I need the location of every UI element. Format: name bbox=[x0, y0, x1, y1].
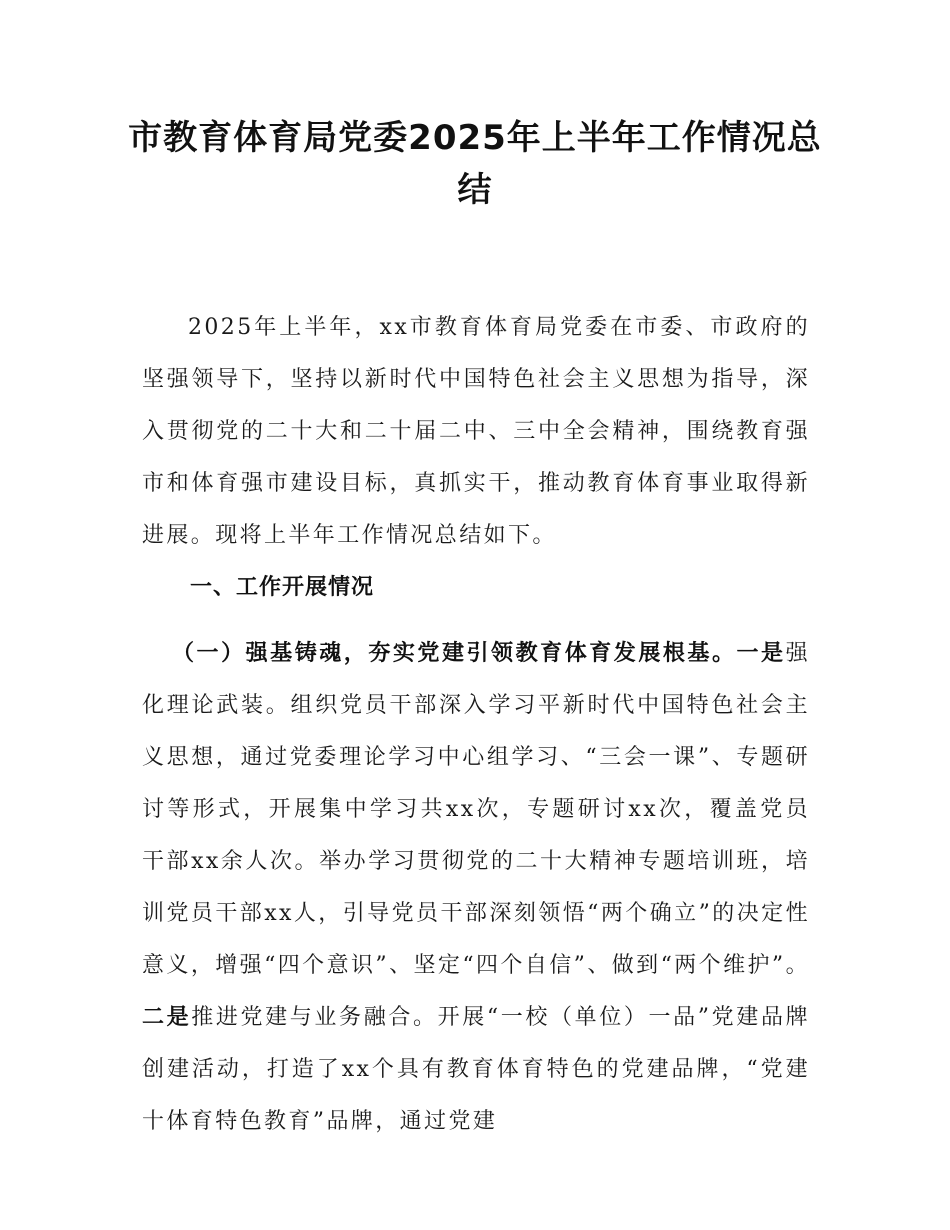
point1-text: 强化理论武装。组织党员干部深入学习平新时代中国特色社会主义思想，通过党委理论学习中心组学习、“三会一课”、专题研讨等形式，开展集中学习共xx次，专题研讨xx次，覆盖党员干部xx余人次。举办学习贯彻党的二十大精神专题培训班，培训党员干部xx人，引导党员干部深刻领悟“两个确立”的决定性意义，增强“四个意识”、坚定“四个自信”、做到“两个维护”。 bbox=[142, 641, 810, 978]
point1-label: 一是 bbox=[736, 641, 786, 666]
document-title: 市教育体育局党委2025年上半年工作情况总结 bbox=[128, 118, 822, 210]
subsection-paragraph bbox=[142, 628, 810, 1148]
point2-text: 推进党建与业务融合。开展“一校（单位）一品”党建品牌创建活动，打造了xx个具有教育体育特色的党建品牌，“党建十体育特色教育”品牌，通过党建 bbox=[142, 1005, 810, 1134]
intro-paragraph: 2025年上半年，xx市教育体育局党委在市委、市政府的坚强领导下，坚持以新时代中国特色社会主义思想为指导，深入贯彻党的二十大和二十届二中、三中全会精神，围绕教育强市和体育强市建设目标，真抓实干，推动教育体育事业取得新进展。现将上半年工作情况总结如下。 bbox=[142, 315, 810, 548]
section-heading: 一、工作开展情况 bbox=[190, 575, 375, 600]
point2-label: 二是 bbox=[142, 1005, 192, 1030]
subsection-heading: （一）强基铸魂，夯实党建引领教育体育发展根基。 bbox=[172, 641, 737, 666]
